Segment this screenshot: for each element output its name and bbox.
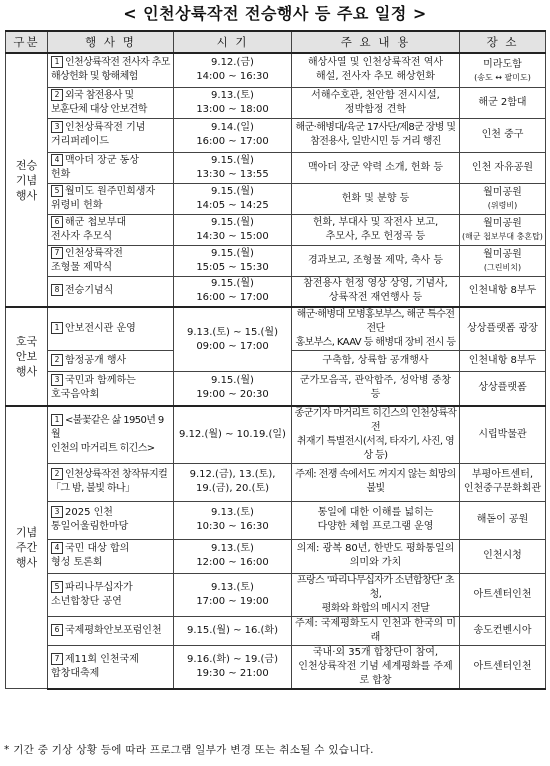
time-cell: 9.15.(월) ~ 16.(화) (174, 616, 292, 645)
event-cell (48, 276, 174, 307)
content-cell: 해군·해병대/육군 17사단/제8군 장병 및 참전용사, 일반시민 등 거리 행진 (292, 118, 460, 152)
table-row (6, 183, 546, 214)
place-name: 해돋이 공원 (476, 514, 529, 525)
table-row (6, 616, 546, 645)
event-cell (48, 463, 174, 501)
item-number: 2 (51, 354, 63, 366)
place-name: 인천시청 (483, 550, 522, 561)
time-cell: 9.15.(월) 14:30 ~ 15:00 (174, 214, 292, 245)
event-name: 2025 인천 통일어울림한마당 (51, 507, 129, 532)
event-name: 맥아더 장군 동상 헌화 (51, 154, 139, 180)
content-cell: 통일에 대한 이해를 넓히는 다양한 체험 프로그램 운영 (292, 501, 460, 539)
content-cell: 참전용사 헌정 영상 상영, 기념사, 상륙작전 재연행사 등 (292, 276, 460, 307)
event-name: 파리나무십자가 소년합창단 공연 (51, 581, 133, 607)
category-cell: 기념 주간 행사 (6, 406, 48, 689)
event-cell (48, 214, 174, 245)
table-row (6, 463, 546, 501)
item-number: 7 (51, 653, 63, 665)
content-cell: 의제: 광복 80년, 한반도 평화통일의 의미와 가치 (292, 539, 460, 573)
event-cell (48, 53, 174, 87)
content-cell: 해군·해병대 모병홍보부스, 해군 특수전전단 홍보부스, KAAV 등 해병대 장비 전시 등 (292, 307, 460, 351)
content-cell: 주제: 전쟁 속에서도 꺼지지 않는 희망의 불빛 (292, 463, 460, 501)
time-cell: 9.14.(일) 16:00 ~ 17:00 (174, 118, 292, 152)
item-number: 3 (51, 374, 63, 386)
table-row (6, 501, 546, 539)
place-cell (460, 351, 546, 372)
header-time: 시 기 (174, 31, 292, 53)
content-cell: 구축함, 상륙함 공개행사 (292, 351, 460, 372)
item-number: 8 (51, 284, 63, 296)
event-cell (48, 183, 174, 214)
place-name: 월미공원 (483, 218, 522, 229)
table-row (6, 276, 546, 307)
content-cell: 경과보고, 조형물 제막, 축사 등 (292, 245, 460, 276)
content-cell: 맥아더 장군 약력 소개, 헌화 등 (292, 152, 460, 183)
table-header-row (6, 31, 546, 53)
category-cell: 전승 기념 행사 (6, 53, 48, 307)
place-cell (460, 406, 546, 464)
time-cell: 9.15.(월) 16:00 ~ 17:00 (174, 276, 292, 307)
time-cell: 9.15.(월) 13:30 ~ 13:55 (174, 152, 292, 183)
place-name: 시립박물관 (478, 428, 527, 440)
event-name: 국민과 함께하는 호국음악회 (51, 375, 136, 401)
event-name: 외국 참전용사 및 보훈단체 대상 안보견학 (51, 89, 147, 115)
place-cell (460, 501, 546, 539)
place-name: 상상플랫폼 광장 (467, 323, 538, 334)
place-cell (460, 183, 546, 214)
place-name: 아트센터인천 (473, 660, 532, 672)
table-row (6, 406, 546, 464)
place-name: 송도컨벤시아 (473, 624, 532, 636)
event-name: 인천상륙작전 창작뮤지컬 「그 밤, 불빛 하나」 (51, 469, 168, 494)
table-row (6, 214, 546, 245)
event-name: 인천상륙작전 전사자 추모 해상헌화 및 항해체험 (51, 57, 170, 83)
event-name: 전승기념식 (65, 285, 114, 297)
place-detail: (해군 첩보부대 충혼탑) (462, 232, 543, 241)
schedule-body (6, 53, 546, 689)
item-number: 2 (51, 89, 63, 101)
place-cell (460, 539, 546, 573)
item-number: 4 (51, 154, 63, 166)
place-cell (460, 307, 546, 351)
place-name: 미라도함 (483, 58, 522, 70)
place-cell (460, 616, 546, 645)
table-row (6, 539, 546, 573)
item-number: 3 (51, 121, 63, 133)
time-cell: 9.13.(토) 13:00 ~ 18:00 (174, 87, 292, 118)
event-name: 인천상륙작전 기념 거리퍼레이드 (51, 122, 146, 147)
event-cell (48, 307, 174, 351)
table-row (6, 645, 546, 689)
event-cell (48, 501, 174, 539)
item-number: 4 (51, 542, 63, 554)
place-name: 인천 중구 (481, 129, 524, 140)
time-cell: 9.12.(월) ~ 10.19.(일) (174, 406, 292, 464)
content-cell: 헌화, 부대사 및 작전사 보고, 추모사, 추모 헌정곡 등 (292, 214, 460, 245)
event-name: 국제평화안보포럼인천 (65, 624, 162, 636)
place-cell (460, 152, 546, 183)
place-cell (460, 245, 546, 276)
event-cell (48, 87, 174, 118)
content-cell: 군가모음곡, 관악합주, 성악병 중창 등 (292, 372, 460, 406)
place-name: 해군 2함대 (478, 96, 527, 108)
place-name: 아트센터인천 (473, 588, 532, 600)
header-content: 주 요 내 용 (292, 31, 460, 53)
content-cell: 주제: 국제평화도시 인천과 한국의 미래 (292, 616, 460, 645)
place-cell (460, 118, 546, 152)
content-cell: 서해수호관, 천안함 전시시설, 정박함정 견학 (292, 87, 460, 118)
place-name: 인천 자유공원 (471, 161, 534, 173)
content-cell: 종군기자 마거리트 히긴스의 인천상륙작전 취재기 특별전시(서적, 타자기, 사진, 영상 등) (292, 406, 460, 464)
item-number: 1 (51, 56, 63, 68)
place-name: 인천내항 8부두 (468, 285, 537, 297)
time-cell: 9.12.(금) 14:00 ~ 16:30 (174, 53, 292, 87)
time-cell: 9.16.(화) ~ 19.(금) 19:30 ~ 21:00 (174, 645, 292, 689)
time-cell: 9.13.(토) 12:00 ~ 16:00 (174, 539, 292, 573)
place-detail: (송도 ↔ 팔미도) (474, 72, 531, 82)
event-cell (48, 616, 174, 645)
schedule-table (5, 30, 546, 690)
place-name: 부평아트센터, 인천중구문화회관 (463, 469, 542, 494)
table-row (6, 573, 546, 616)
table-row (6, 245, 546, 276)
time-cell: 9.15.(월) 14:05 ~ 14:25 (174, 183, 292, 214)
place-detail: (위령비) (487, 201, 518, 210)
place-cell (460, 372, 546, 406)
event-cell (48, 645, 174, 689)
footnote: * 기간 중 기상 상황 등에 따라 프로그램 일부가 변경 또는 취소될 수 있습니다. (4, 744, 374, 756)
time-cell: 9.13.(토) 10:30 ~ 16:30 (174, 501, 292, 539)
time-cell: 9.15.(월) 15:05 ~ 15:30 (174, 245, 292, 276)
place-cell (460, 645, 546, 689)
item-number: 3 (51, 506, 63, 518)
header-category: 구분 (6, 31, 48, 53)
place-name: 월미공원 (483, 187, 522, 198)
place-cell (460, 573, 546, 616)
time-cell: 9.15.(월) 19:00 ~ 20:30 (174, 372, 292, 406)
content-cell: 헌화 및 분향 등 (292, 183, 460, 214)
table-row (6, 307, 546, 351)
event-name: 함정공개 행사 (65, 355, 127, 366)
event-cell (48, 118, 174, 152)
place-cell (460, 276, 546, 307)
header-place: 장 소 (460, 31, 546, 53)
table-row (6, 372, 546, 406)
item-number: 1 (51, 322, 63, 334)
place-cell (460, 53, 546, 87)
place-cell (460, 463, 546, 501)
event-name: 제11회 인천국제 합창대축제 (51, 653, 139, 679)
event-cell (48, 539, 174, 573)
event-cell (48, 573, 174, 616)
place-cell (460, 87, 546, 118)
content-cell: 프랑스 '파리나무십자가 소년합창단' 초청, 평화와 화합의 메시지 전달 (292, 573, 460, 616)
item-number: 7 (51, 247, 63, 259)
event-name: 국민 대상 합의 형성 토론회 (51, 543, 130, 568)
event-cell (48, 351, 174, 372)
place-detail: (그린비치) (483, 263, 522, 272)
place-name: 상상플랫폼 (478, 382, 527, 394)
table-row (6, 152, 546, 183)
event-name: <불꽃같은 삶 1950년 9월 인천의 마거리트 히긴스> (51, 414, 164, 454)
item-number: 1 (51, 414, 63, 426)
item-number: 6 (51, 216, 63, 228)
time-cell: 9.13.(토) 17:00 ~ 19:00 (174, 573, 292, 616)
header-event: 행 사 명 (48, 31, 174, 53)
time-cell: 9.12.(금), 13.(토), 19.(금), 20.(토) (174, 463, 292, 501)
table-row (6, 53, 546, 87)
place-name: 월미공원 (483, 249, 522, 260)
time-cell: 9.13.(토) ~ 15.(월) 09:00 ~ 17:00 (174, 307, 292, 372)
event-cell (48, 372, 174, 406)
event-name: 해군 첩보부대 전사자 추모식 (51, 216, 127, 242)
event-cell (48, 152, 174, 183)
event-cell (48, 245, 174, 276)
event-cell (48, 406, 174, 464)
item-number: 5 (51, 581, 63, 593)
event-name: 안보전시관 운영 (65, 323, 136, 334)
content-cell: 해상사열 및 인천상륙작전 역사 해설, 전사자 추모 해상헌화 (292, 53, 460, 87)
place-cell (460, 214, 546, 245)
content-cell: 국내·외 35개 합창단이 참여, 인천상륙작전 기념 세계평화를 주제로 합창 (292, 645, 460, 689)
event-name: 인천상륙작전 조형물 제막식 (51, 247, 123, 273)
category-cell: 호국 안보 행사 (6, 307, 48, 406)
page-title: < 인천상륙작전 전승행사 등 주요 일정 > (123, 4, 427, 23)
event-name: 월미도 원주민희생자 위령비 헌화 (51, 185, 156, 211)
table-row (6, 118, 546, 152)
item-number: 2 (51, 468, 63, 480)
table-row (6, 87, 546, 118)
item-number: 5 (51, 185, 63, 197)
item-number: 6 (51, 624, 63, 636)
place-name: 인천내항 8부두 (468, 355, 537, 366)
